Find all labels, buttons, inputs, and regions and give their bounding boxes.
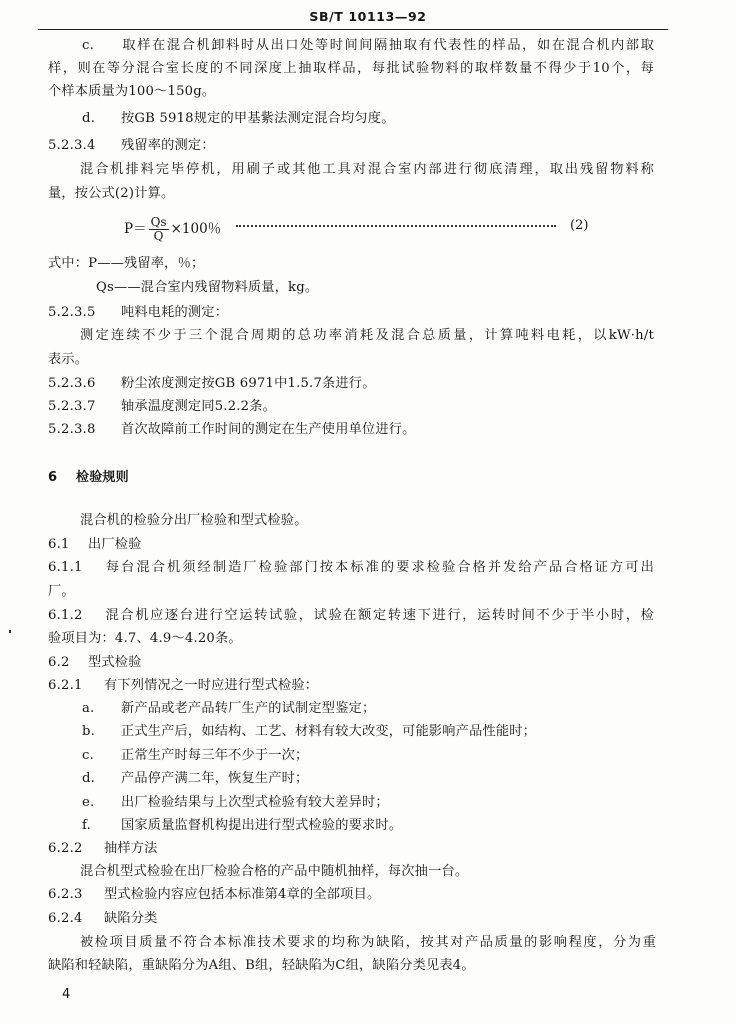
- chapter-6-number: 6: [48, 470, 58, 485]
- formula-2: [124, 216, 221, 243]
- section-624-line2: 缺陷和轻缺陷，重缺陷分为A组、B组，轻缺陷为C组，缺陷分类见表4。: [48, 958, 475, 973]
- section-623: [48, 887, 380, 903]
- section-611-text: 每台混合机须经制造厂检验部门按本标准的要求检验合格并发给产品合格证方可出: [104, 560, 654, 575]
- list-item-label: a.: [82, 701, 95, 716]
- item-d: [80, 111, 395, 127]
- section-622-number: 6.2.2: [48, 841, 83, 856]
- section-5234-heading: [48, 138, 215, 154]
- section-5234-title: 残留率的测定：: [121, 138, 215, 153]
- item-c-line2: 样，则在等分混合室长度的不同深度上抽取样品，每批试验物料的取样数量不得少于10个，每: [48, 61, 654, 76]
- chapter-6-intro: 混合机的检验分出厂检验和型式检验。: [80, 513, 308, 528]
- qs-definition: Qs——混合室内残留物料质量，kg。: [96, 280, 319, 295]
- section-61-number: 6.1: [48, 537, 70, 552]
- formula-number: (2): [570, 218, 589, 233]
- list-item-label: d.: [82, 771, 96, 786]
- list-item: [80, 818, 402, 834]
- section-624-line1: 被检项目质量不符合本标准技术要求的均称为缺陷，按其对产品质量的影响程度，分为重: [80, 935, 656, 950]
- section-61-heading: [48, 537, 142, 553]
- section-624-title: 缺陷分类: [104, 911, 158, 926]
- section-61-title: 出厂检验: [88, 537, 142, 552]
- section-611-number: 6.1.1: [48, 560, 83, 575]
- section-621-text: 有下列情况之一时应进行型式检验：: [104, 678, 319, 693]
- section-612-number: 6.1.2: [48, 608, 83, 623]
- section-5234-line2: 量，按公式(2)计算。: [48, 186, 175, 201]
- section-624-number: 6.2.4: [48, 911, 83, 926]
- list-item: [80, 748, 308, 764]
- section-62-title: 型式检验: [88, 655, 142, 670]
- section-5235-number: 5.2.3.5: [48, 305, 96, 320]
- section-5237-number: 5.2.3.7: [48, 399, 96, 414]
- section-5238-text: 首次故障前工作时间的测定在生产使用单位进行。: [121, 422, 416, 437]
- section-5235-title: 吨料电耗的测定：: [121, 305, 229, 320]
- section-624-heading: [48, 911, 158, 927]
- section-621-number: 6.2.1: [48, 678, 83, 693]
- item-c-text: 取样在混合机卸料时从出口处等时间间隔抽取有代表性的样品，如在混合机内部取: [121, 38, 654, 53]
- section-5235-heading: [48, 305, 228, 321]
- formula-fraction: [149, 216, 169, 243]
- section-622-text: 混合机型式检验在出厂检验合格的产品中随机抽样，每次抽一台。: [80, 864, 469, 879]
- list-item: [80, 701, 375, 717]
- section-5235-line2: 表示。: [48, 352, 89, 367]
- section-5235-line1: 测定连续不少于三个混合周期的总功率消耗及混合总质量，计算吨料电耗，以kW·h/t: [80, 328, 654, 343]
- list-item: [80, 771, 308, 787]
- section-5236: [48, 376, 376, 392]
- list-item-label: e.: [82, 795, 95, 810]
- p-definition: P——残留率，％；: [88, 256, 205, 271]
- list-item-text: 新产品或老产品转厂生产的试制定型鉴定；: [121, 701, 376, 716]
- list-item: [80, 795, 389, 811]
- section-5238: [48, 422, 416, 438]
- section-621: [48, 678, 318, 694]
- list-item-label: f.: [82, 818, 92, 833]
- page-number: 4: [62, 987, 71, 1002]
- list-item: [80, 724, 536, 740]
- section-612-line2: 验项目为：4.7、4.9～4.20条。: [48, 631, 242, 646]
- item-c-label: c.: [82, 38, 94, 53]
- section-62-number: 6.2: [48, 655, 70, 670]
- scan-speck: [9, 630, 11, 633]
- list-item-text: 正常生产时每三年不少于一次；: [121, 748, 309, 763]
- section-622-title: 抽样方法: [104, 841, 158, 856]
- list-item-label: b.: [82, 724, 96, 739]
- chapter-6-title: 检验规则: [76, 470, 129, 485]
- item-d-label: d.: [82, 111, 96, 126]
- where-line: [48, 256, 204, 272]
- item-d-text: 按GB 5918规定的甲基紫法测定混合均匀度。: [121, 111, 395, 126]
- section-5234-line1: 混合机排料完毕停机，用刷子或其他工具对混合室内部进行彻底清理，取出残留物料称: [80, 162, 654, 177]
- list-item-text: 国家质量监督机构提出进行型式检验的要求时。: [121, 818, 403, 833]
- section-5237: [48, 399, 276, 415]
- item-c-line3: 个样本质量为100～150g。: [48, 84, 216, 99]
- standard-number-header: SB/T 10113—92: [309, 9, 427, 24]
- section-611-line2: 厂。: [48, 584, 75, 599]
- list-item-text: 正式生产后，如结构、工艺、材料有较大改变，可能影响产品性能时；: [121, 724, 537, 739]
- formula-rhs: ×100％: [170, 221, 222, 237]
- section-623-text: 型式检验内容应包括本标准第4章的全部项目。: [104, 887, 381, 902]
- section-5237-text: 轴承温度测定同5.2.2条。: [121, 399, 277, 414]
- section-612-text: 混合机应逐台进行空运转试验，试验在额定转速下进行，运转时间不少于半小时，检: [104, 608, 654, 623]
- where-label: 式中：: [48, 256, 89, 271]
- section-5234-number: 5.2.3.4: [48, 138, 96, 153]
- section-611-line1: [48, 560, 654, 576]
- list-item-label: c.: [82, 748, 94, 763]
- list-item-text: 出厂检验结果与上次型式检验有较大差异时；: [121, 795, 389, 810]
- item-c-line1: [80, 38, 654, 54]
- formula-lhs: P＝: [124, 221, 147, 237]
- section-5236-number: 5.2.3.6: [48, 376, 96, 391]
- header-rule: [38, 29, 668, 30]
- formula-denominator: Q: [153, 229, 164, 243]
- chapter-6-heading: [48, 470, 129, 486]
- list-item-text: 产品停产满二年，恢复生产时；: [121, 771, 309, 786]
- section-62-heading: [48, 655, 142, 671]
- section-623-number: 6.2.3: [48, 887, 83, 902]
- formula-numerator: Qs: [150, 215, 167, 229]
- section-622-heading: [48, 841, 158, 857]
- section-612-line1: [48, 608, 654, 624]
- formula-leader-dots: [236, 225, 556, 227]
- section-5236-text: 粉尘浓度测定按GB 6971中1.5.7条进行。: [121, 376, 376, 391]
- section-5238-number: 5.2.3.8: [48, 422, 96, 437]
